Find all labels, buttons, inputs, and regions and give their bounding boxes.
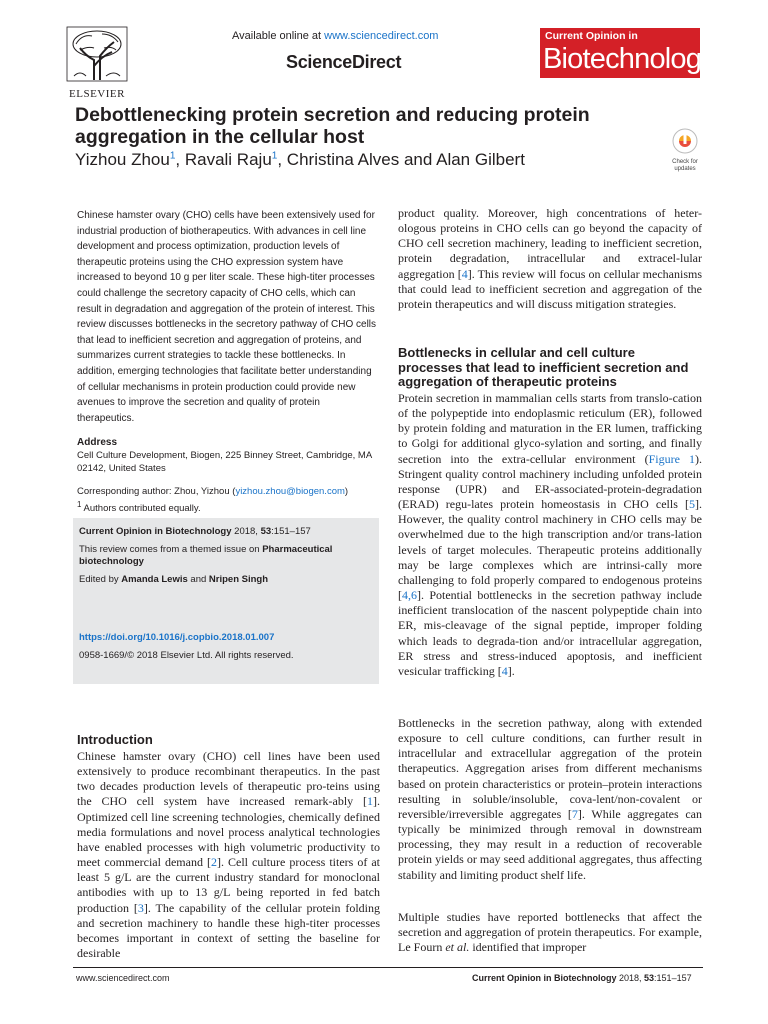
- section-heading-bottlenecks: Bottlenecks in cellular and cell culture processes that lead to inefficient secretion and aggregation of therapeutic proteins: [398, 345, 689, 389]
- themed-issue-name: Pharmaceutical biotechnology: [79, 543, 333, 567]
- equal-contribution-note: Authors contributed equally.: [81, 502, 201, 514]
- elsevier-tree-icon: [66, 26, 128, 82]
- sciencedirect-brand: ScienceDirect: [286, 52, 402, 72]
- availability-prefix: Available online at: [232, 30, 325, 42]
- author-separator: ,: [277, 150, 287, 169]
- body-paragraph-2: [398, 391, 702, 679]
- footer-website[interactable]: www.sciencedirect.com: [76, 973, 170, 983]
- author-list: [75, 150, 525, 170]
- text-run: et al.: [445, 940, 470, 955]
- text-run: product quality. Moreover, high concentrations of heter-ologous proteins in CHO cells can go beyond the capacity of CHO cell secretion machinery, leading to inefficient secretion, protein degradation, intracellular and extracel-lular aggregation [: [398, 206, 702, 281]
- text-run: Multiple studies have reported bottlenecks that affect the secretion and aggregation of protein therapeutics. For example, Le Fourn: [398, 910, 702, 955]
- doi-link[interactable]: https://doi.org/10.1016/j.copbio.2018.01.007: [79, 632, 275, 643]
- citation-journal: Current Opinion in Biotechnology: [79, 526, 232, 537]
- reference-link[interactable]: 2: [210, 855, 217, 870]
- citation-line: [79, 526, 373, 539]
- author-name: Yizhou Zhou: [75, 150, 170, 169]
- text-run: Bottlenecks in the secretion pathway, along with extended exposure to cell culture conditions, can further result in intracellular and extracellular aggregation of the protein therapeutics. Aggregation arises from different mechanisms based on protein characteristics or protein–protein interactions resulting in soluble/insoluble, cova-lent/non-covalent or reversible/irreversible aggregates [: [398, 716, 702, 821]
- sciencedirect-link[interactable]: www.sciencedirect.com: [324, 30, 439, 42]
- reference-link[interactable]: 4: [461, 266, 468, 281]
- text-run: ]. Cell culture process titers of at least 5 g/L are the current industry standard for monoclonal antibodies with up to 13 g/L being reported in fed batch production [: [77, 855, 380, 915]
- footer-pages: :151–157: [654, 973, 692, 983]
- text-run: ]. While aggregates can typically be minimized through removal in downstream processing, they may result in a reduction of recoverable protein yields or may seed additional aggregates, thus affecting stability and limiting product shelf life.: [398, 806, 702, 882]
- copyright-line: 0958-1669/© 2018 Elsevier Ltd. All rights reserved.: [79, 650, 294, 661]
- corresponding-suffix: ): [344, 486, 349, 497]
- editor-and: and: [187, 573, 209, 585]
- reference-link[interactable]: Figure 1: [648, 451, 695, 466]
- check-for-updates-label: Check for updates: [672, 159, 698, 172]
- reference-link[interactable]: 4: [501, 663, 508, 678]
- elsevier-logo: [66, 26, 128, 98]
- body-paragraph-3: [398, 716, 702, 883]
- edited-by-line: [79, 574, 373, 587]
- reference-link[interactable]: 1: [367, 794, 373, 809]
- author-name: Ravali Raju: [184, 150, 272, 169]
- reference-link[interactable]: 7: [571, 806, 578, 821]
- text-run: ]. The capability of the cellular protein folding and secretion machinery to handle these high-titer processes becomes important in context of setting the baseline for desirable: [77, 900, 380, 961]
- text-run: ].: [507, 663, 515, 678]
- corresponding-author: [77, 486, 379, 515]
- citation-year: 2018,: [231, 526, 261, 537]
- availability-line: [232, 30, 438, 42]
- check-for-updates-badge[interactable]: [668, 128, 702, 176]
- footer-citation: [472, 973, 692, 983]
- footer-rule: [73, 967, 703, 968]
- journal-banner-top: Current Opinion in: [545, 30, 638, 42]
- reference-link[interactable]: 3: [137, 900, 144, 915]
- body-paragraph-1: [398, 206, 702, 312]
- corresponding-prefix: Corresponding author: Zhou, Yizhou (: [77, 486, 236, 497]
- edited-by-prefix: Edited by: [79, 573, 122, 585]
- footer-volume: 53: [644, 973, 655, 983]
- text-run: ]. Optimized cell line screening technologies, chemically defined media formulations and novel process analytical technologies have enabled processes with high volumetric productivity to meet commercial demand [: [77, 794, 380, 870]
- author-affiliation-sup[interactable]: 1: [169, 150, 176, 162]
- address-heading: Address: [77, 437, 118, 448]
- corresponding-email-link[interactable]: yizhou.zhou@biogen.com: [235, 486, 345, 497]
- text-run: identified that improper: [469, 940, 587, 955]
- article-title: Debottlenecking protein secretion and reducing protein aggregation in the cellular host: [75, 104, 590, 148]
- publisher-name: ELSEVIER: [69, 88, 125, 100]
- text-run: Chinese hamster ovary (CHO) cell lines have been used extensively to produce recombinant therapeutics. In the past two decades production levels of therapeutic pro-teins using the CHO cell system have increased remark-ably [: [77, 749, 380, 809]
- text-run: Protein secretion in mammalian cells starts from translo-cation of the polypeptide into endoplasmic reticulum (ER), followed by protein folding and maturation in the ER lumen, trafficking to Golgi for additional glyco-sylation and sorting, and finally secretion into the extra-cellular environment (: [398, 391, 702, 466]
- introduction-paragraph: [77, 749, 380, 961]
- themed-issue-prefix: This review comes from a themed issue on: [79, 543, 263, 555]
- citation-volume: 53: [260, 526, 272, 537]
- themed-issue-line: [79, 544, 373, 569]
- reference-link[interactable]: 4,6: [402, 588, 417, 603]
- equal-contribution-sup: 1: [77, 499, 82, 509]
- footer-year: 2018,: [616, 973, 645, 983]
- author-name: Christina Alves and Alan Gilbert: [286, 150, 525, 169]
- journal-banner-title: Biotechnology: [543, 43, 715, 75]
- text-run: ]. However, the quality control machinery in CHO cells may be overwhelmed due to the high transcription and/or trans-lation levels of target molecules. Therapeutic proteins additionally may be large complexes which are intrinsi-cally more challenging to fold properly compared to endogenous proteins [: [398, 497, 702, 603]
- footer-journal: Current Opinion in Biotechnology: [472, 973, 617, 983]
- journal-banner: [540, 28, 715, 78]
- address-text: Cell Culture Development, Biogen, 225 Binney Street, Cambridge, MA 02142, United States: [77, 450, 372, 474]
- author-separator: ,: [175, 150, 185, 169]
- article-info-box: [73, 518, 379, 684]
- editor-name-2: Nripen Singh: [208, 573, 269, 585]
- author-affiliation-sup[interactable]: 1: [271, 150, 278, 162]
- introduction-heading: Introduction: [77, 732, 153, 747]
- citation-pages: :151–157: [271, 526, 311, 537]
- text-run: ). Stringent quality control machinery including unfolded protein response (UPR) and ER-associated-protein-degradation (ERAD) regu-lates protein homeostasis in CHO cells [: [398, 451, 702, 512]
- body-paragraph-4: [398, 910, 702, 955]
- text-run: ]. This review will focus on cellular mechanisms that could lead to inefficient secretion and aggregation of the protein therapeutics and will discuss mitigation strategies.: [398, 266, 702, 311]
- editor-name-1: Amanda Lewis: [121, 573, 188, 585]
- abstract: Chinese hamster ovary (CHO) cells have been extensively used for industrial production of biotherapeutics. With advances in cell line development and process optimization, production levels of therapeutic proteins using the CHO expression system have increased to beyond 10 g per liter scale. These high-titer processes could challenge the secretory capacity of CHO cells, which can result in degradation and aggregation of the protein of interest. This review discusses bottlenecks in the secretory pathway of CHO cells that lead to inefficient secretion and aggregation of proteins, and summarizes current strategies to tackle these bottlenecks. In addition, emerging technologies that facilitate better understanding of cellular mechanisms in protein production could provide new avenues to improve the secretion and quality of protein therapeutics.: [77, 210, 377, 424]
- reference-link[interactable]: 5: [689, 497, 695, 512]
- check-for-updates-icon: [672, 128, 698, 154]
- text-run: ]. Potential bottlenecks in the secretion pathway include inefficient translocation of the nascent polypeptide chain into ER, mis-cleavage of the signal peptide, improper folding which leads to degrada-tion and/or intracellular aggregation, ER stress and stress-induced apoptosis, and inefficient vesicular trafficking [: [398, 588, 702, 678]
